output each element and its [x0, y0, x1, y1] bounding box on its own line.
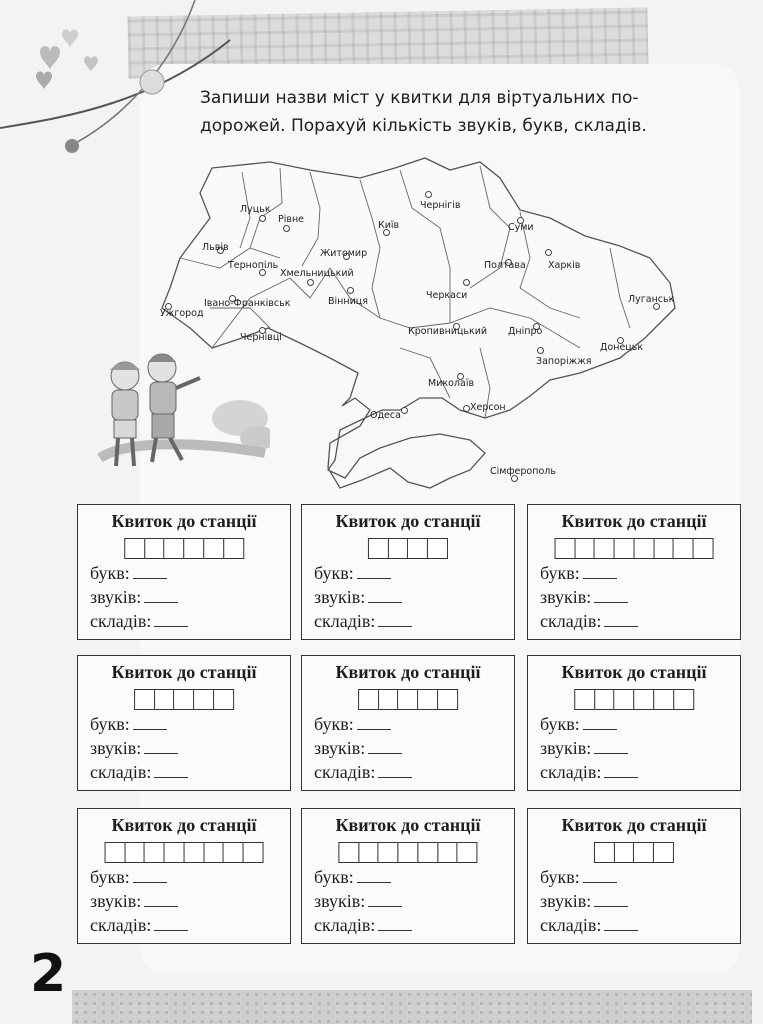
- field-label: букв:: [314, 714, 354, 734]
- sounds-count-field: [314, 587, 402, 608]
- answer-blank[interactable]: [378, 763, 412, 778]
- syllables-count-field: [314, 915, 412, 936]
- page-number: 2: [30, 944, 67, 1004]
- ticket-title: Квиток до станції: [561, 511, 707, 531]
- letter-box[interactable]: [457, 842, 478, 863]
- letter-boxes: [594, 842, 674, 863]
- letter-box[interactable]: [417, 689, 438, 710]
- letter-box[interactable]: [437, 689, 458, 710]
- ticket-title: Квиток до станції: [561, 662, 707, 682]
- answer-blank[interactable]: [154, 916, 188, 931]
- letter-box[interactable]: [164, 538, 185, 559]
- letter-box[interactable]: [164, 842, 185, 863]
- answer-blank[interactable]: [378, 612, 412, 627]
- letter-box[interactable]: [633, 538, 654, 559]
- city-label: Полтава: [484, 260, 526, 271]
- city-label: Хмельницький: [280, 268, 354, 279]
- answer-blank[interactable]: [368, 892, 402, 907]
- sounds-count-field: [314, 738, 402, 759]
- answer-blank[interactable]: [594, 739, 628, 754]
- field-label: букв:: [90, 563, 130, 583]
- letters-count-field: [314, 714, 391, 735]
- field-label: складів:: [90, 915, 152, 935]
- letter-box[interactable]: [154, 689, 175, 710]
- letter-box[interactable]: [398, 689, 419, 710]
- answer-blank[interactable]: [594, 588, 628, 603]
- answer-blank[interactable]: [357, 868, 391, 883]
- city-dot-icon: [259, 215, 266, 222]
- letter-boxes: [134, 689, 234, 710]
- syllables-count-field: [540, 611, 638, 632]
- letters-count-field: [90, 714, 167, 735]
- ticket-title: Квиток до станції: [335, 511, 481, 531]
- letter-box[interactable]: [594, 842, 615, 863]
- city-dot-icon: [425, 191, 432, 198]
- letter-box[interactable]: [183, 538, 204, 559]
- sounds-count-field: [540, 738, 628, 759]
- letter-boxes: [124, 538, 244, 559]
- letter-boxes: [368, 538, 448, 559]
- letter-box[interactable]: [417, 842, 438, 863]
- ticket-title: Квиток до станції: [111, 662, 257, 682]
- city-label: Кропивницький: [408, 326, 488, 337]
- city-label: Миколаїв: [428, 378, 475, 389]
- field-label: складів:: [314, 611, 376, 631]
- ticket-title: Квиток до станції: [111, 511, 257, 531]
- letter-box[interactable]: [378, 842, 399, 863]
- letter-box[interactable]: [407, 538, 428, 559]
- ticket-card: [301, 655, 515, 791]
- city-dot-icon: [463, 405, 470, 412]
- letter-box[interactable]: [174, 689, 195, 710]
- ticket-title: Квиток до станції: [561, 815, 707, 835]
- answer-blank[interactable]: [583, 715, 617, 730]
- letter-box[interactable]: [124, 842, 145, 863]
- syllables-count-field: [314, 611, 412, 632]
- bottom-dotted-strip: [72, 990, 752, 1024]
- field-label: букв:: [540, 563, 580, 583]
- city-label: Запоріжжя: [536, 356, 592, 367]
- letter-box[interactable]: [203, 842, 224, 863]
- answer-blank[interactable]: [604, 612, 638, 627]
- letter-boxes: [574, 689, 694, 710]
- city-label: Дніпро: [508, 326, 543, 337]
- city-label: Львів: [202, 242, 229, 253]
- city-label: Сімферополь: [490, 466, 556, 477]
- sounds-count-field: [540, 587, 628, 608]
- letters-count-field: [314, 563, 391, 584]
- city-dot-icon: [283, 225, 290, 232]
- letter-box[interactable]: [388, 538, 409, 559]
- letter-box[interactable]: [673, 538, 694, 559]
- letter-box[interactable]: [673, 689, 694, 710]
- letters-count-field: [540, 714, 617, 735]
- city-dot-icon: [545, 249, 552, 256]
- answer-blank[interactable]: [604, 763, 638, 778]
- letter-box[interactable]: [574, 689, 595, 710]
- city-label: Харків: [548, 260, 581, 271]
- sounds-count-field: [90, 587, 178, 608]
- city-dot-icon: [401, 407, 408, 414]
- ticket-card: [301, 808, 515, 944]
- field-label: звуків:: [540, 738, 592, 758]
- field-label: букв:: [314, 563, 354, 583]
- field-label: складів:: [540, 915, 602, 935]
- letter-box[interactable]: [223, 842, 244, 863]
- field-label: звуків:: [90, 891, 142, 911]
- city-label: Тернопіль: [228, 260, 279, 271]
- answer-blank[interactable]: [604, 916, 638, 931]
- field-label: складів:: [540, 762, 602, 782]
- letter-box[interactable]: [653, 842, 674, 863]
- city-label: Чернівці: [240, 332, 282, 343]
- letter-box[interactable]: [338, 842, 359, 863]
- field-label: звуків:: [314, 587, 366, 607]
- field-label: складів:: [540, 611, 602, 631]
- letter-box[interactable]: [134, 689, 155, 710]
- letter-box[interactable]: [614, 842, 635, 863]
- syllables-count-field: [90, 762, 188, 783]
- answer-blank[interactable]: [154, 612, 188, 627]
- letter-box[interactable]: [437, 842, 458, 863]
- field-label: звуків:: [90, 738, 142, 758]
- answer-blank[interactable]: [133, 564, 167, 579]
- letter-box[interactable]: [614, 538, 635, 559]
- city-dot-icon: [537, 347, 544, 354]
- task-instruction: [200, 84, 700, 140]
- sounds-count-field: [90, 738, 178, 759]
- letter-box[interactable]: [614, 689, 635, 710]
- letter-box[interactable]: [594, 538, 615, 559]
- children-illustration: [90, 348, 270, 478]
- ticket-title: Квиток до станції: [335, 815, 481, 835]
- ticket-card: [527, 808, 741, 944]
- letters-count-field: [90, 563, 167, 584]
- city-label: Івано-Франківськ: [204, 298, 291, 309]
- letter-box[interactable]: [203, 538, 224, 559]
- ticket-card: [77, 655, 291, 791]
- letter-boxes: [555, 538, 714, 559]
- city-dot-icon: [347, 287, 354, 294]
- city-label: Одеса: [370, 410, 401, 421]
- letter-box[interactable]: [144, 538, 165, 559]
- ticket-card: [527, 504, 741, 640]
- field-label: складів:: [314, 762, 376, 782]
- instruction-line-1: Запиши назви міст у квитки для віртуальних по-: [200, 88, 639, 108]
- field-label: букв:: [90, 714, 130, 734]
- field-label: складів:: [90, 762, 152, 782]
- field-label: букв:: [540, 714, 580, 734]
- answer-blank[interactable]: [133, 868, 167, 883]
- letter-box[interactable]: [368, 538, 389, 559]
- field-label: складів:: [314, 915, 376, 935]
- sounds-count-field: [540, 891, 628, 912]
- letter-boxes: [338, 842, 477, 863]
- field-label: букв:: [314, 867, 354, 887]
- answer-blank[interactable]: [357, 564, 391, 579]
- letter-box[interactable]: [398, 842, 419, 863]
- city-label: Чернігів: [420, 200, 461, 211]
- syllables-count-field: [90, 915, 188, 936]
- city-dot-icon: [307, 279, 314, 286]
- syllables-count-field: [540, 915, 638, 936]
- heart-icon: [40, 46, 60, 70]
- field-label: звуків:: [90, 587, 142, 607]
- field-label: звуків:: [540, 587, 592, 607]
- letter-box[interactable]: [193, 689, 214, 710]
- pin-icon: [65, 139, 79, 153]
- letter-box[interactable]: [653, 538, 674, 559]
- letter-box[interactable]: [653, 689, 674, 710]
- letter-boxes: [105, 842, 264, 863]
- city-dot-icon: [463, 279, 470, 286]
- city-label: Суми: [508, 222, 534, 233]
- letter-boxes: [358, 689, 458, 710]
- letter-box[interactable]: [633, 842, 654, 863]
- letter-box[interactable]: [594, 689, 615, 710]
- heart-icon: [62, 30, 78, 49]
- field-label: складів:: [90, 611, 152, 631]
- answer-blank[interactable]: [144, 892, 178, 907]
- ticket-card: [527, 655, 741, 791]
- letter-box[interactable]: [378, 689, 399, 710]
- ticket-card: [77, 808, 291, 944]
- answer-blank[interactable]: [583, 564, 617, 579]
- letter-box[interactable]: [574, 538, 595, 559]
- field-label: звуків:: [314, 891, 366, 911]
- answer-blank[interactable]: [583, 868, 617, 883]
- instruction-line-2: дорожей. Порахуй кількість звуків, букв, складів.: [200, 116, 647, 136]
- letter-box[interactable]: [124, 538, 145, 559]
- answer-blank[interactable]: [357, 715, 391, 730]
- city-label: Вінниця: [328, 296, 368, 307]
- city-label: Луганськ: [628, 294, 675, 305]
- answer-blank[interactable]: [594, 892, 628, 907]
- letter-box[interactable]: [427, 538, 448, 559]
- letter-box[interactable]: [692, 538, 713, 559]
- ticket-card: [77, 504, 291, 640]
- answer-blank[interactable]: [154, 763, 188, 778]
- letter-box[interactable]: [242, 842, 263, 863]
- field-label: букв:: [90, 867, 130, 887]
- answer-blank[interactable]: [144, 588, 178, 603]
- city-label: Ужгород: [160, 308, 204, 319]
- sounds-count-field: [314, 891, 402, 912]
- field-label: букв:: [540, 867, 580, 887]
- sounds-count-field: [90, 891, 178, 912]
- letter-box[interactable]: [358, 842, 379, 863]
- letters-count-field: [90, 867, 167, 888]
- field-label: звуків:: [540, 891, 592, 911]
- ticket-title: Квиток до станції: [111, 815, 257, 835]
- heart-icon: [84, 56, 98, 72]
- city-label: Житомир: [320, 248, 368, 259]
- city-label: Донецьк: [600, 342, 644, 353]
- ticket-card: [301, 504, 515, 640]
- answer-blank[interactable]: [144, 739, 178, 754]
- letters-count-field: [314, 867, 391, 888]
- city-label: Херсон: [470, 402, 506, 413]
- letter-box[interactable]: [223, 538, 244, 559]
- syllables-count-field: [314, 762, 412, 783]
- letter-box[interactable]: [555, 538, 576, 559]
- letters-count-field: [540, 563, 617, 584]
- syllables-count-field: [90, 611, 188, 632]
- letter-box[interactable]: [105, 842, 126, 863]
- city-label: Луцьк: [240, 204, 271, 215]
- syllables-count-field: [540, 762, 638, 783]
- city-label: Київ: [378, 220, 400, 231]
- letter-box[interactable]: [358, 689, 379, 710]
- answer-blank[interactable]: [133, 715, 167, 730]
- city-label: Черкаси: [426, 290, 468, 301]
- heart-icon: [36, 72, 52, 91]
- answer-blank[interactable]: [368, 588, 402, 603]
- letter-box[interactable]: [183, 842, 204, 863]
- letters-count-field: [540, 867, 617, 888]
- letter-box[interactable]: [213, 689, 234, 710]
- letter-box[interactable]: [633, 689, 654, 710]
- answer-blank[interactable]: [378, 916, 412, 931]
- letter-box[interactable]: [144, 842, 165, 863]
- ticket-title: Квиток до станції: [335, 662, 481, 682]
- answer-blank[interactable]: [368, 739, 402, 754]
- city-label: Рівне: [278, 214, 305, 225]
- field-label: звуків:: [314, 738, 366, 758]
